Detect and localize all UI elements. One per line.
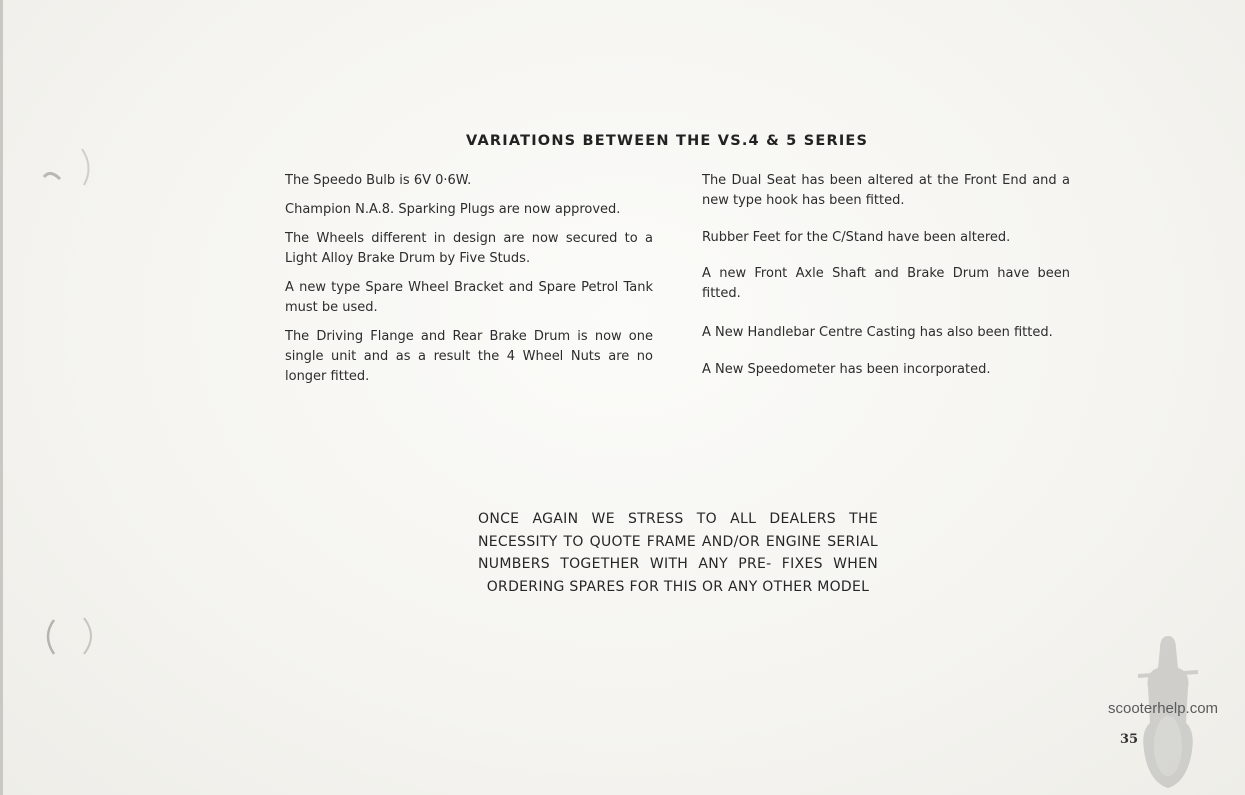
page-edge [0,0,3,795]
variation-item: Rubber Feet for the C/Stand have been altered. [702,230,1011,245]
punch-hole-mark-bottom [40,612,100,662]
dealer-notice: ONCE AGAIN WE STRESS TO ALL DEALERS THE NECESSITY TO QUOTE FRAME AND/OR ENGINE SERIAL NUMBERS TOGETHER WITH ANY PRE- FIXES WHEN ORDERING SPARES FOR THIS OR ANY OTHER MODEL [478,511,878,595]
variation-item: A New Handlebar Centre Casting has also been fitted. [702,325,1053,340]
left-column [285,171,653,396]
variation-item: Champion N.A.8. Sparking Plugs are now approved. [285,202,621,217]
page-title: VARIATIONS BETWEEN THE VS.4 & 5 SERIES [466,133,869,149]
variation-item: The Speedo Bulb is 6V 0·6W. [285,173,472,188]
right-column [702,171,1070,380]
punch-hole-mark-top [38,145,98,190]
variation-item: The Dual Seat has been altered at the Front End and a new type hook has been fitted. [702,173,1070,208]
variation-item: A new Front Axle Shaft and Brake Drum have been fitted. [702,266,1070,301]
watermark-text: scooterhelp.com [1108,700,1219,717]
variation-item: A new type Spare Wheel Bracket and Spare Petrol Tank must be used. [285,280,653,315]
variation-item: The Wheels different in design are now secured to a Light Alloy Brake Drum by Five Studs. [285,231,653,266]
variation-item: A New Speedometer has been incorporated. [702,362,991,377]
variation-item: The Driving Flange and Rear Brake Drum is now one single unit and as a result the 4 Wheel Nuts are no longer fitted. [285,329,653,384]
page-number: 35 [1120,732,1139,747]
